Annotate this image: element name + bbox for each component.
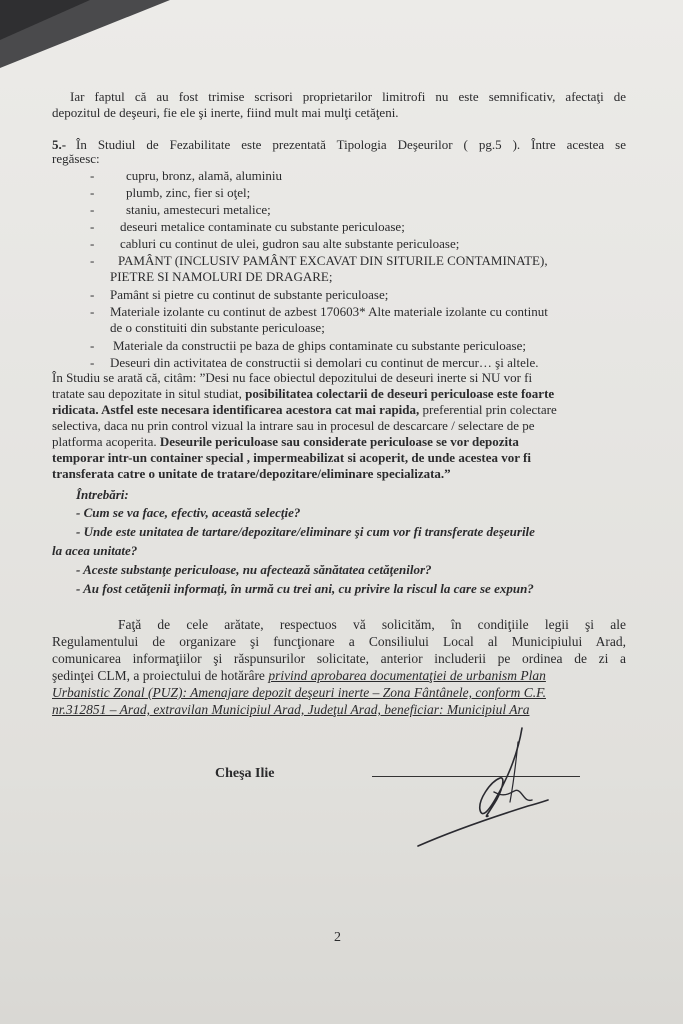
quote-line: selectiva, daca nu prin control vizual la intrare sau in procesul de descarcare / selectare de pe [52, 418, 535, 433]
list-item: cabluri cu continut de ulei, gudron sau alte substante periculoase; [120, 236, 460, 251]
list-dash: - [90, 185, 95, 200]
closing-line: Urbanistic Zonal (PUZ): Amenajare depozit deşeuri inerte – Zona Fântânele, conform C.F. [52, 685, 546, 700]
quote-line: În Studiu se arată că, citâm: ”Desi nu face obiectul depozitului de deseuri inerte si NU vor fi [52, 370, 533, 385]
list-item: plumb, zinc, fier si oţel; [126, 185, 251, 200]
signatory-name: Cheşa Ilie [215, 766, 275, 781]
folded-corner-dark [0, 0, 90, 40]
quote-line: temporar intr-un container special , impermeabilizat si acoperit, de unde acestea vor fi [52, 450, 532, 465]
list-item: PIETRE SI NAMOLURI DE DRAGARE; [110, 269, 333, 284]
handwritten-signature [410, 722, 570, 852]
list-dash: - [90, 202, 95, 217]
list-item: PAMÂNT (INCLUSIV PAMÂNT EXCAVAT DIN SITURILE CONTAMINATE), [118, 253, 548, 268]
list-dash: - [90, 287, 95, 302]
list-item: cupru, bronz, alamă, aluminiu [126, 168, 282, 183]
question: - Cum se va face, efectiv, această selecţie? [76, 505, 301, 520]
point-number: 5.- [52, 137, 67, 152]
list-dash: - [90, 219, 95, 234]
page-number: 2 [334, 930, 341, 945]
closing-line: nr.312851 – Arad, extravilan Municipiul Arad, Judeţul Arad, beneficiar: Municipiul Ara [52, 702, 530, 717]
quote-line: tratate sau depozitate in situl studiat, posibilitatea colectarii de deseuri periculoase este foarte [52, 386, 555, 401]
list-dash: - [90, 253, 95, 268]
list-item: de o constituiti din substante periculoase; [110, 320, 325, 335]
question: - Unde este unitatea de tartare/depozitare/eliminare şi cum vor fi transferate deşeurile [76, 524, 535, 539]
closing-line: comunicarea informaţiilor şi răspunsurilor solicitate, anterior includerii pe ordinea de zi a [52, 651, 626, 666]
point5-line: În Studiul de Fezabilitate este prezentată Tipologia Deşeurilor ( pg.5 ). Între acestea se [76, 137, 626, 152]
closing-line: şedinţei CLM, a proiectului de hotărâre privind aprobarea documentaţiei de urbanism Plan [52, 668, 546, 683]
list-dash: - [90, 236, 95, 251]
quote-line: platforma acoperita. Deseurile periculoase sau considerate periculoase se vor depozita [52, 434, 519, 449]
point5-line: regăsesc: [52, 151, 100, 166]
list-dash: - [90, 304, 95, 319]
closing-line: Faţă de cele arătate, respectuos vă solicităm, în condiţiile legii şi ale [118, 617, 626, 632]
questions-title: Întrebări: [76, 487, 129, 502]
question: - Aceste substanţe periculoase, nu afectează sănătatea cetăţenilor? [76, 562, 432, 577]
list-dash: - [90, 168, 95, 183]
list-item: staniu, amestecuri metalice; [126, 202, 271, 217]
closing-line: Regulamentului de organizare şi funcţionare a Consiliului Local al Municipiului Arad, [52, 634, 626, 649]
intro-line: Iar faptul că au fost trimise scrisori proprietarilor limitrofi nu este semnificativ, afectaţi de [70, 89, 626, 104]
question: la acea unitate? [52, 543, 138, 558]
list-item: Deseuri din activitatea de constructii si demolari cu continut de mercur… şi altele. [110, 355, 539, 370]
list-item: deseuri metalice contaminate cu substante periculoase; [120, 219, 405, 234]
question: - Au fost cetăţenii informaţi, în urmă cu trei ani, cu privire la riscul la care se expun? [76, 581, 534, 596]
list-item: Pamânt si pietre cu continut de substante periculoase; [110, 287, 389, 302]
intro-line: depozitul de deşeuri, fie ele şi inerte, fiind mult mai mulţi cetăţeni. [52, 105, 399, 120]
list-dash: - [90, 338, 95, 353]
list-item: Materiale da constructii pe baza de ghips contaminate cu substante periculoase; [113, 338, 526, 353]
list-dash: - [90, 355, 95, 370]
list-item: Materiale izolante cu continut de azbest 170603* Alte materiale izolante cu continut [110, 304, 548, 319]
quote-line: ridicata. Astfel este necesara identificarea acestora cat mai rapida, preferential prin colectare [52, 402, 557, 417]
quote-line: transferata catre o unitate de tratare/depozitare/eliminare specializata.” [52, 466, 451, 481]
